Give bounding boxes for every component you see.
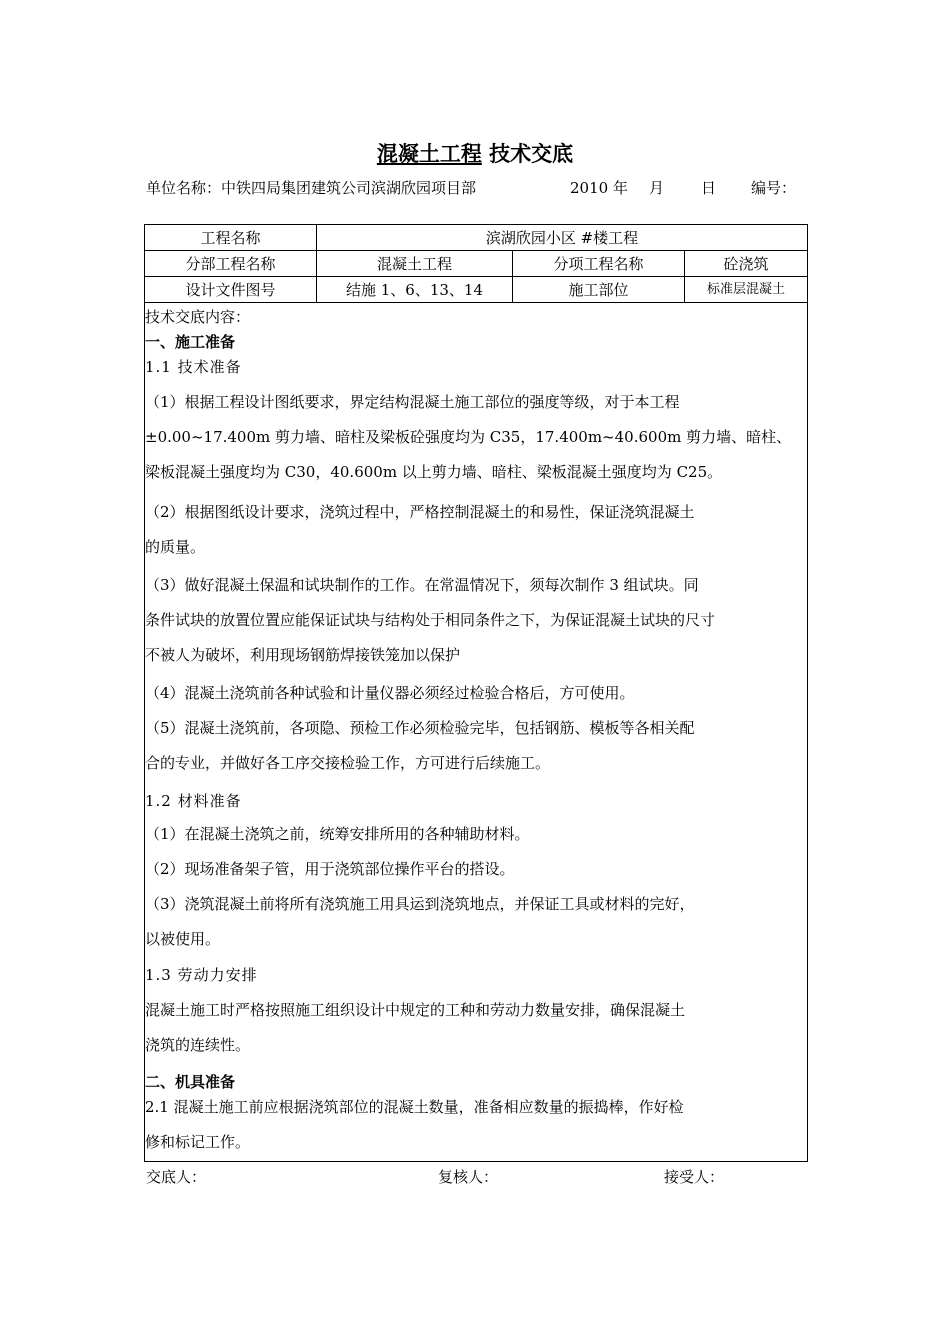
labor-line-2: 浇筑的连续性。 <box>145 1036 251 1054</box>
value-drawing-no: 结施 1、6、13、14 <box>317 277 513 302</box>
value-project-name: 滨湖欣园小区 #楼工程 <box>485 229 639 247</box>
disclosure-table <box>144 224 808 1162</box>
paragraph-3-line-2: 条件试块的放置位置应能保证试块与结构处于相同条件之下，为保证混凝土试块的尺寸 <box>145 611 716 629</box>
date-year: 2010 年 <box>570 179 628 197</box>
doc-number: 编号： <box>751 179 797 197</box>
labor-line-1: 混凝土施工时严格按照施工组织设计中规定的工种和劳动力数量安排，确保混凝土 <box>145 1001 686 1019</box>
material-item-3-line-2: 以被使用。 <box>145 930 221 948</box>
receiver-label: 接受人： <box>664 1168 725 1186</box>
subsection-1-1: 1.1 技术准备 <box>145 358 242 376</box>
label-location: 施工部位 <box>513 277 685 302</box>
table-row-subdivision <box>145 251 807 277</box>
material-item-2: （2）现场准备架子管，用于浇筑部位操作平台的搭设。 <box>145 860 515 878</box>
unit-name: 单位名称：中铁四局集团建筑公司滨湖欣园项目部 <box>146 179 477 197</box>
section-heading-2: 二、机具准备 <box>145 1073 236 1091</box>
title-sub: 技术交底 <box>481 141 574 166</box>
material-item-1: （1）在混凝土浇筑之前，统筹安排所用的各种辅助材料。 <box>145 825 530 843</box>
paragraph-4: （4）混凝土浇筑前各种试验和计量仪器必须经过检验合格后，方可使用。 <box>145 684 635 702</box>
date-day: 日 <box>701 179 717 197</box>
equipment-line-2: 修和标记工作。 <box>145 1133 251 1151</box>
paragraph-5-line-2: 合的专业，并做好各工序交接检验工作，方可进行后续施工。 <box>145 754 551 772</box>
paragraph-3-line-1: （3）做好混凝土保温和试块制作的工作。在常温情况下，须每次制作 3 组试块。同 <box>145 576 699 594</box>
paragraph-5-line-1: （5）混凝土浇筑前，各项隐、预检工作必须检验完毕，包括钢筋、模板等各相关配 <box>145 719 695 737</box>
subsection-1-3: 1.3 劳动力安排 <box>145 966 258 984</box>
label-drawing-no: 设计文件图号 <box>145 277 317 302</box>
paragraph-2-line-2: 的质量。 <box>145 538 206 556</box>
paragraph-1-line-1: （1）根据工程设计图纸要求，界定结构混凝土施工部位的强度等级，对于本工程 <box>145 393 680 411</box>
date-month: 月 <box>649 179 665 197</box>
value-subdivision: 混凝土工程 <box>317 251 513 276</box>
equipment-line-1: 2.1 混凝土施工前应根据浇筑部位的混凝土数量，准备相应数量的振捣棒，作好检 <box>145 1098 684 1116</box>
label-project-name: 工程名称 <box>145 225 317 250</box>
section-heading-1: 一、施工准备 <box>145 333 236 351</box>
paragraph-1-line-2: ±0.00~17.400m 剪力墙、暗柱及梁板砼强度均为 C35，17.400m~40.600m 剪力墙、暗柱、 <box>145 428 792 446</box>
paragraph-3-line-3: 不被人为破坏，利用现场钢筋焊接铁笼加以保护 <box>145 646 461 664</box>
material-item-3-line-1: （3）浇筑混凝土前将所有浇筑施工用具运到浇筑地点，并保证工具或材料的完好， <box>145 895 695 913</box>
value-location: 标准层混凝土 <box>706 282 785 297</box>
document-title <box>0 138 950 168</box>
discloser-label: 交底人： <box>146 1168 207 1186</box>
paragraph-1-line-3: 梁板混凝土强度均为 C30，40.600m 以上剪力墙、暗柱、梁板混凝土强度均为 C25。 <box>145 463 723 481</box>
content-heading: 技术交底内容： <box>145 308 251 326</box>
title-main: 混凝土工程 <box>376 141 482 166</box>
table-row-project <box>145 225 807 251</box>
label-subitem: 分项工程名称 <box>513 251 685 276</box>
label-subdivision: 分部工程名称 <box>145 251 317 276</box>
subsection-1-2: 1.2 材料准备 <box>145 792 242 810</box>
reviewer-label: 复核人： <box>438 1168 499 1186</box>
value-subitem: 砼浇筑 <box>723 255 769 273</box>
paragraph-2-line-1: （2）根据图纸设计要求，浇筑过程中，严格控制混凝土的和易性，保证浇筑混凝土 <box>145 503 695 521</box>
table-row-drawing <box>145 277 807 303</box>
